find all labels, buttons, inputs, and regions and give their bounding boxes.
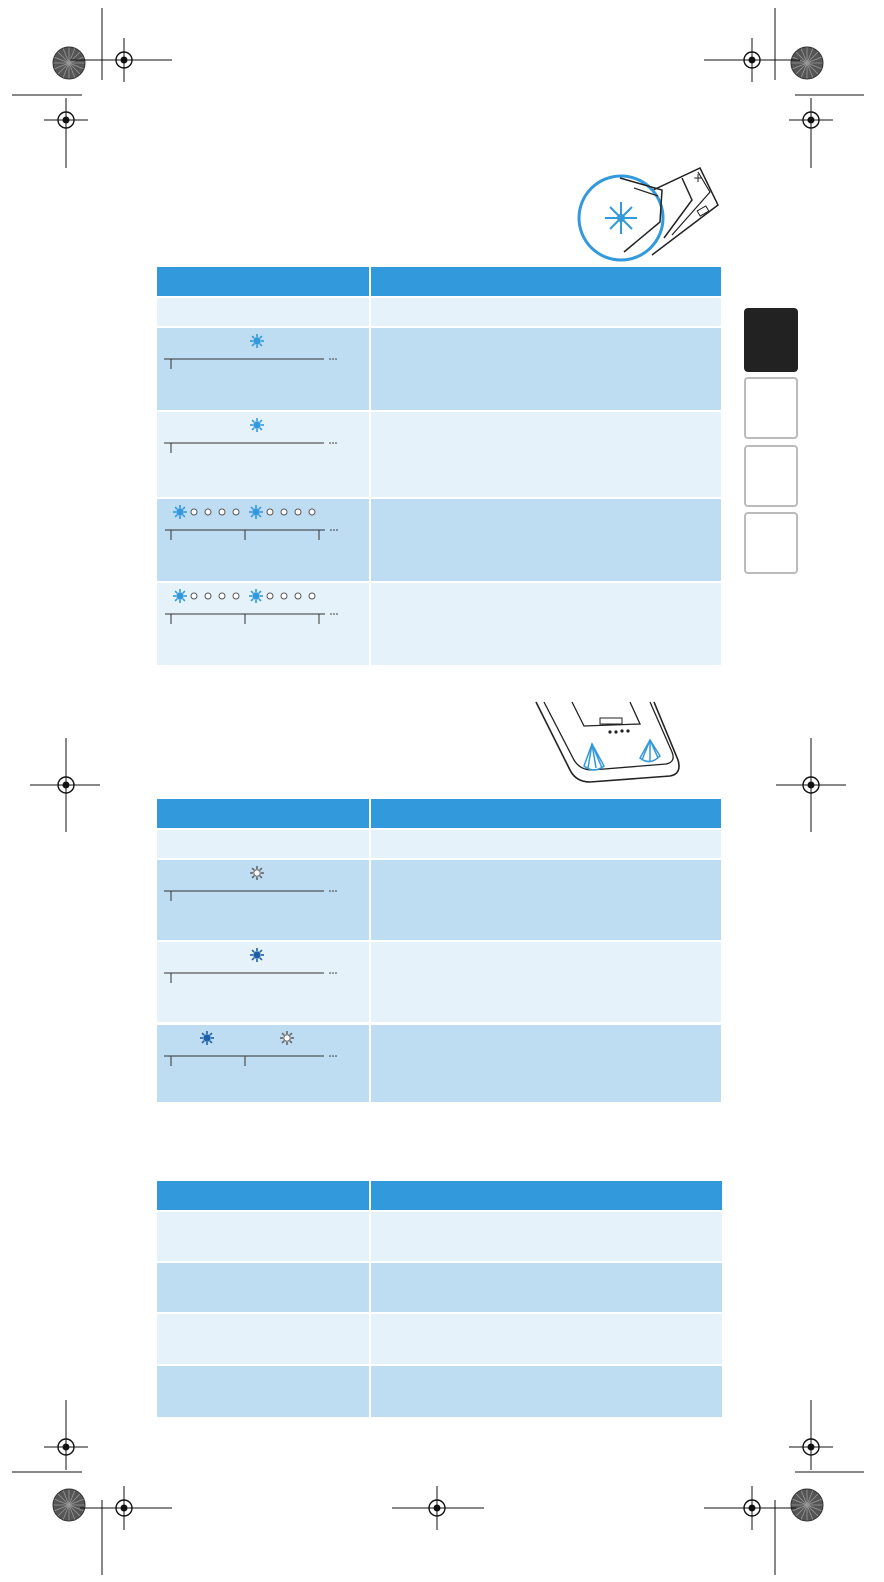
led-off-icon <box>281 593 287 599</box>
led-timeline <box>156 414 346 459</box>
side-tab-4[interactable] <box>744 512 798 574</box>
shaver-led-illustration <box>572 160 722 265</box>
led-on-icon <box>250 418 264 432</box>
table-1-header-left <box>157 267 369 296</box>
led-off-icon <box>267 593 273 599</box>
led-on-icon <box>173 589 187 603</box>
led-timeline <box>157 501 347 546</box>
table-row <box>371 1314 722 1364</box>
led-timeline <box>156 1027 346 1072</box>
led-timeline <box>156 330 346 375</box>
led-off-icon <box>233 509 239 515</box>
side-tab-3[interactable] <box>744 445 798 507</box>
led-on-icon <box>249 589 263 603</box>
table-row <box>371 328 721 410</box>
svg-text:+: + <box>693 171 704 185</box>
led-off-icon <box>267 509 273 515</box>
led-off-icon <box>219 509 225 515</box>
table-1-header-right <box>371 267 721 296</box>
led-on-icon <box>173 505 187 519</box>
charging-stand-illustration <box>530 700 685 788</box>
led-on-icon <box>250 948 264 962</box>
table-row <box>157 1212 369 1261</box>
led-on-icon <box>200 1031 214 1045</box>
led-off-icon <box>295 509 301 515</box>
led-on-icon <box>250 334 264 348</box>
table-row <box>371 942 721 1022</box>
table-row <box>371 412 721 497</box>
led-timeline <box>156 862 346 907</box>
table-row <box>371 1366 722 1417</box>
led-timeline <box>156 944 346 989</box>
side-tab-2[interactable] <box>744 377 798 439</box>
led-off-icon <box>309 509 315 515</box>
table-row <box>371 583 721 665</box>
side-tab-1[interactable] <box>744 308 798 372</box>
table-row <box>371 830 721 858</box>
table-2-header-left <box>157 799 369 828</box>
led-off-icon <box>205 593 211 599</box>
led-off-icon <box>191 593 197 599</box>
table-3-header-right <box>371 1181 722 1210</box>
table-3-header-left <box>157 1181 369 1210</box>
led-white-icon <box>250 866 264 880</box>
table-row <box>371 1263 722 1312</box>
led-off-icon <box>281 509 287 515</box>
table-row <box>157 298 369 326</box>
table-row <box>157 830 369 858</box>
led-off-icon <box>191 509 197 515</box>
led-off-icon <box>219 593 225 599</box>
table-row <box>371 1212 722 1261</box>
led-off-icon <box>205 509 211 515</box>
led-off-icon <box>309 593 315 599</box>
table-row <box>371 298 721 326</box>
led-off-icon <box>295 593 301 599</box>
table-row <box>157 1366 369 1417</box>
table-row <box>157 1314 369 1364</box>
led-white-icon <box>280 1031 294 1045</box>
led-timeline <box>157 585 347 630</box>
led-off-icon <box>233 593 239 599</box>
table-row <box>157 1263 369 1312</box>
led-on-icon <box>249 505 263 519</box>
table-2-header-right <box>371 799 721 828</box>
table-row <box>371 499 721 581</box>
table-row <box>371 1025 721 1102</box>
table-row <box>371 860 721 940</box>
